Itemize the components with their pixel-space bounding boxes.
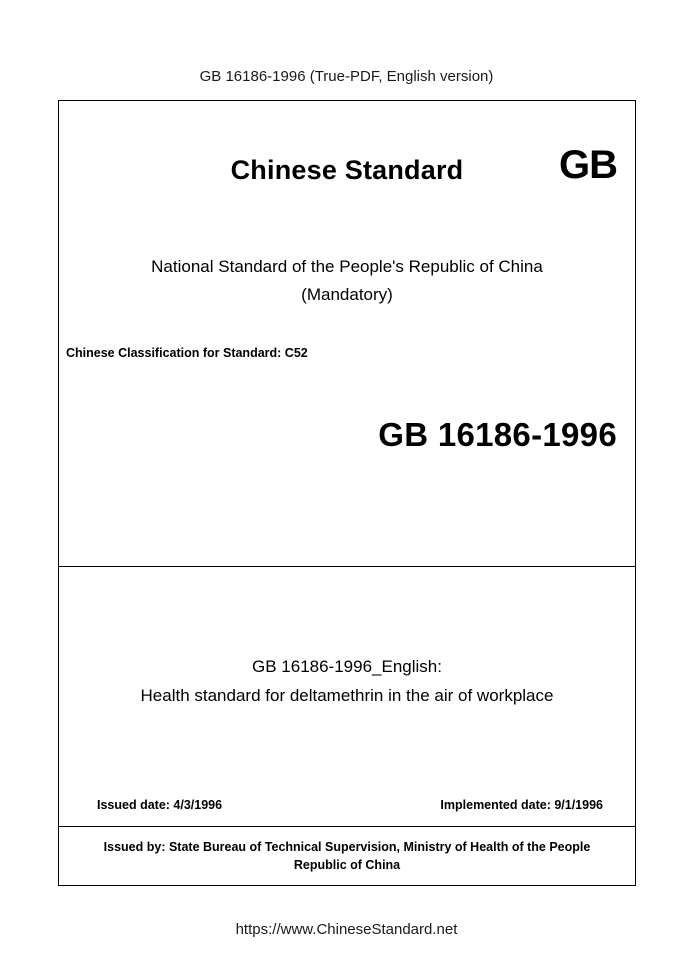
- standard-cover-box: [58, 100, 636, 886]
- cover-main-title: Chinese Standard: [230, 155, 464, 185]
- national-standard-line: National Standard of the People's Republic of China: [151, 257, 543, 276]
- page-header-title: GB 16186-1996 (True-PDF, English version): [199, 68, 494, 85]
- gb-logo-mark: GB: [559, 143, 617, 187]
- classification-code: Chinese Classification for Standard: C52: [66, 346, 308, 360]
- implemented-date: Implemented date: 9/1/1996: [440, 798, 603, 812]
- issued-date: Issued date: 4/3/1996: [97, 798, 223, 812]
- cover-middle-section: [59, 567, 635, 827]
- cover-bottom-section: [59, 827, 635, 885]
- footer-website-link[interactable]: https://www.ChineseStandard.net: [235, 921, 458, 938]
- standard-number: GB 16186-1996: [378, 416, 617, 453]
- issuing-authority: Issued by: State Bureau of Technical Supervision, Ministry of Health of the People Republic of China: [103, 840, 591, 873]
- cover-top-section: [59, 101, 635, 567]
- mandatory-label: (Mandatory): [301, 285, 393, 304]
- document-title-line-2: Health standard for deltamethrin in the air of workplace: [140, 686, 554, 705]
- document-title-line-1: GB 16186-1996_English:: [252, 657, 442, 676]
